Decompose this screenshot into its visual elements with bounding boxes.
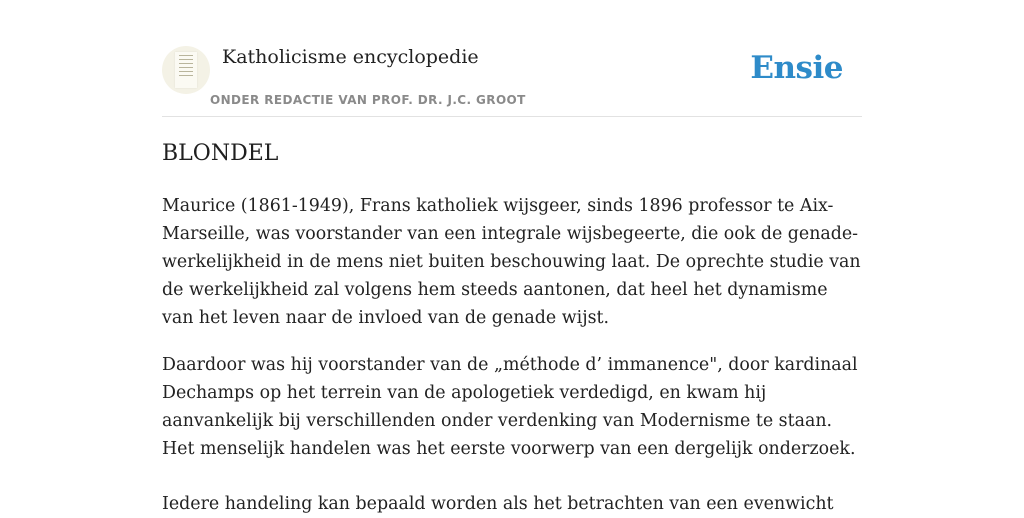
book-cover-graphic	[175, 52, 197, 88]
article-paragraph: Maurice (1861-1949), Frans katholiek wijsgeer, sinds 1896 professor te Aix-Marseille, was voorstander van een integrale wijsbegeerte, die ook de genade-werkelijkheid in de mens niet buiten beschouwing laat. De oprechte studie van de werkelijkheid zal volgens hem steeds aantonen, dat heel het dynamisme van het leven naar de invloed van de genade wijst.	[162, 196, 861, 328]
article-paragraph: Daardoor was hij voorstander van de „méthode d’ immanence", door kardinaal Dechamps op het terrein van de apologetiek verdedigd, en kwam hij aanvankelijk bij verschillenden onder verdenking van Modernisme te staan. Het menselijk handelen was het eerste voorwerp van een dergelijk onderzoek.	[162, 355, 858, 459]
site-subtitle: ONDER REDACTIE VAN PROF. DR. J.C. GROOT	[210, 93, 526, 107]
brand-logo-link[interactable]: Ensie	[750, 50, 843, 86]
article-title: BLONDEL	[162, 141, 279, 166]
book-cover-icon[interactable]	[162, 46, 210, 94]
page	[162, 0, 862, 514]
site-title[interactable]: Katholicisme encyclopedie	[222, 46, 479, 68]
site-header	[162, 0, 862, 117]
article-paragraph: Iedere handeling kan bepaald worden als het betrachten van een evenwicht	[162, 494, 834, 514]
